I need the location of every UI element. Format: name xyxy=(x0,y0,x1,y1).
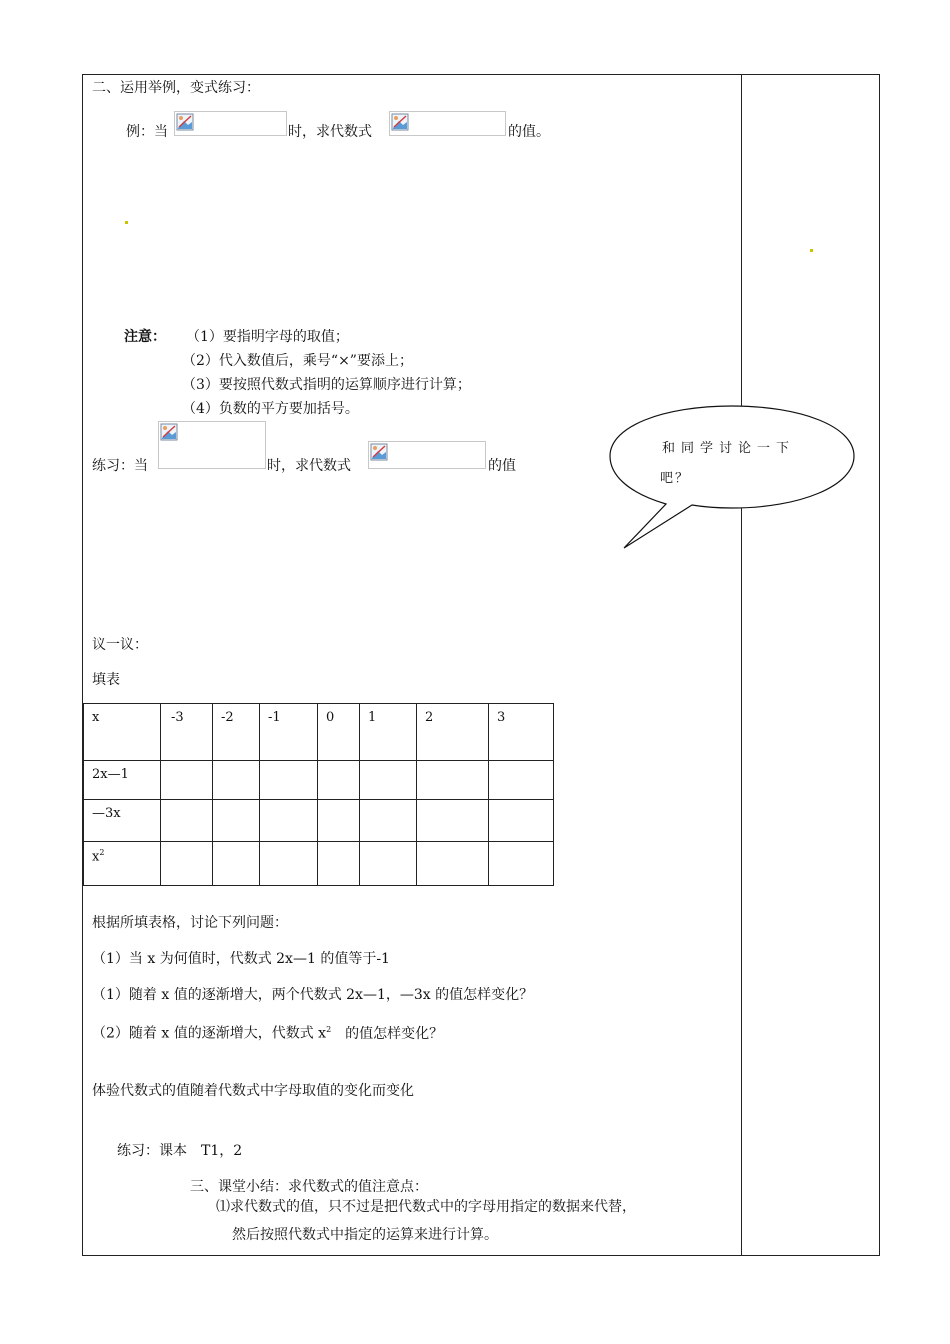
example-expression-image xyxy=(389,111,506,136)
table-header-cell: -2 xyxy=(213,704,260,761)
bubble-line-1: 和同学讨论一下 xyxy=(662,441,796,456)
table-cell xyxy=(360,761,417,800)
table-cell xyxy=(360,800,417,842)
table-row xyxy=(84,842,554,886)
decorative-dot xyxy=(125,221,128,224)
example-suffix: 的值。 xyxy=(508,124,550,140)
exercise2-text: 练习：课本 T1，2 xyxy=(117,1143,243,1159)
table-cell xyxy=(213,800,260,842)
table-cell xyxy=(260,761,318,800)
bubble-line-2: 吧？ xyxy=(660,471,691,486)
table-cell xyxy=(417,842,489,886)
table-cell xyxy=(318,761,360,800)
summary-line-1: ⑴求代数式的值，只不过是把代数式中的字母用指定的数据来代替， xyxy=(216,1199,636,1215)
table-header-cell: 3 xyxy=(489,704,554,761)
exercise1-value-image xyxy=(158,421,266,469)
table-row-label: —3x xyxy=(84,800,161,842)
table-cell xyxy=(260,842,318,886)
speech-bubble xyxy=(606,404,858,556)
speech-bubble-shape xyxy=(606,404,858,552)
note-item-3: （3）要按照代数式指明的运算顺序进行计算； xyxy=(182,377,471,393)
broken-image-icon xyxy=(176,113,194,131)
table-cell xyxy=(417,800,489,842)
question-2: （1）随着 x 值的逐渐增大，两个代数式 2x—1，—3x 的值怎样变化？ xyxy=(92,987,534,1003)
question-3-prefix: （2）随着 x 值的逐渐增大，代数式 x xyxy=(92,1025,327,1042)
table-cell xyxy=(318,842,360,886)
table-cell xyxy=(417,761,489,800)
x-exponent: 2 xyxy=(99,848,105,857)
table-cell xyxy=(161,761,213,800)
question-3-exponent: 2 xyxy=(326,1025,332,1034)
page-frame xyxy=(82,74,880,1256)
question-1: （1）当 x 为何值时，代数式 2x—1 的值等于-1 xyxy=(92,951,390,967)
fill-table xyxy=(83,703,554,886)
table-cell xyxy=(213,842,260,886)
exercise1-mid: 时，求代数式 xyxy=(267,458,351,474)
broken-image-icon xyxy=(370,443,388,461)
broken-image-icon xyxy=(391,113,409,131)
note-item-1: （1）要指明字母的取值； xyxy=(186,329,349,345)
example-value-image xyxy=(174,111,287,136)
exercise1-expression-image xyxy=(368,441,486,469)
table-cell xyxy=(489,800,554,842)
table-header-cell: -1 xyxy=(260,704,318,761)
question-3-suffix: 的值怎样变化？ xyxy=(345,1025,444,1042)
section2-heading: 二、运用举例，变式练习： xyxy=(92,80,260,96)
table-cell xyxy=(360,842,417,886)
table-cell xyxy=(318,800,360,842)
table-cell xyxy=(489,842,554,886)
note-item-4: （4）负数的平方要加括号。 xyxy=(182,401,359,417)
column-divider xyxy=(741,74,742,1256)
table-cell xyxy=(489,761,554,800)
question-3 xyxy=(92,1021,443,1043)
table-cell xyxy=(260,800,318,842)
exercise1-prefix: 练习：当 xyxy=(92,458,148,474)
table-header-cell: x xyxy=(84,704,161,761)
fill-table-label: 填表 xyxy=(92,672,120,688)
example-mid: 时，求代数式 xyxy=(288,124,372,140)
summary-line-2: 然后按照代数式中指定的运算来进行计算。 xyxy=(232,1227,498,1243)
table-header-cell: 2 xyxy=(417,704,489,761)
table-row xyxy=(84,800,554,842)
table-header-cell: 0 xyxy=(318,704,360,761)
decorative-dot xyxy=(810,249,813,252)
note-item-2: （2）代入数值后，乘号“×”要添上； xyxy=(182,353,413,369)
table-cell xyxy=(213,761,260,800)
questions-intro: 根据所填表格，讨论下列问题： xyxy=(92,915,288,931)
experience-text: 体验代数式的值随着代数式中字母取值的变化而变化 xyxy=(92,1083,414,1099)
exercise1-suffix: 的值 xyxy=(488,458,516,474)
table-row xyxy=(84,704,554,761)
table-row xyxy=(84,761,554,800)
broken-image-icon xyxy=(160,423,178,441)
table-cell xyxy=(161,842,213,886)
discuss-heading: 议一议： xyxy=(92,637,148,653)
table-header-cell: -3 xyxy=(161,704,213,761)
summary-heading: 三、课堂小结：求代数式的值注意点： xyxy=(190,1179,428,1195)
table-header-cell: 1 xyxy=(360,704,417,761)
example-prefix: 例：当 xyxy=(126,124,168,140)
table-row-label: 2x—1 xyxy=(84,761,161,800)
table-row-label xyxy=(84,842,161,886)
x-base: x xyxy=(92,849,100,865)
table-cell xyxy=(161,800,213,842)
notes-label: 注意： xyxy=(124,329,166,345)
